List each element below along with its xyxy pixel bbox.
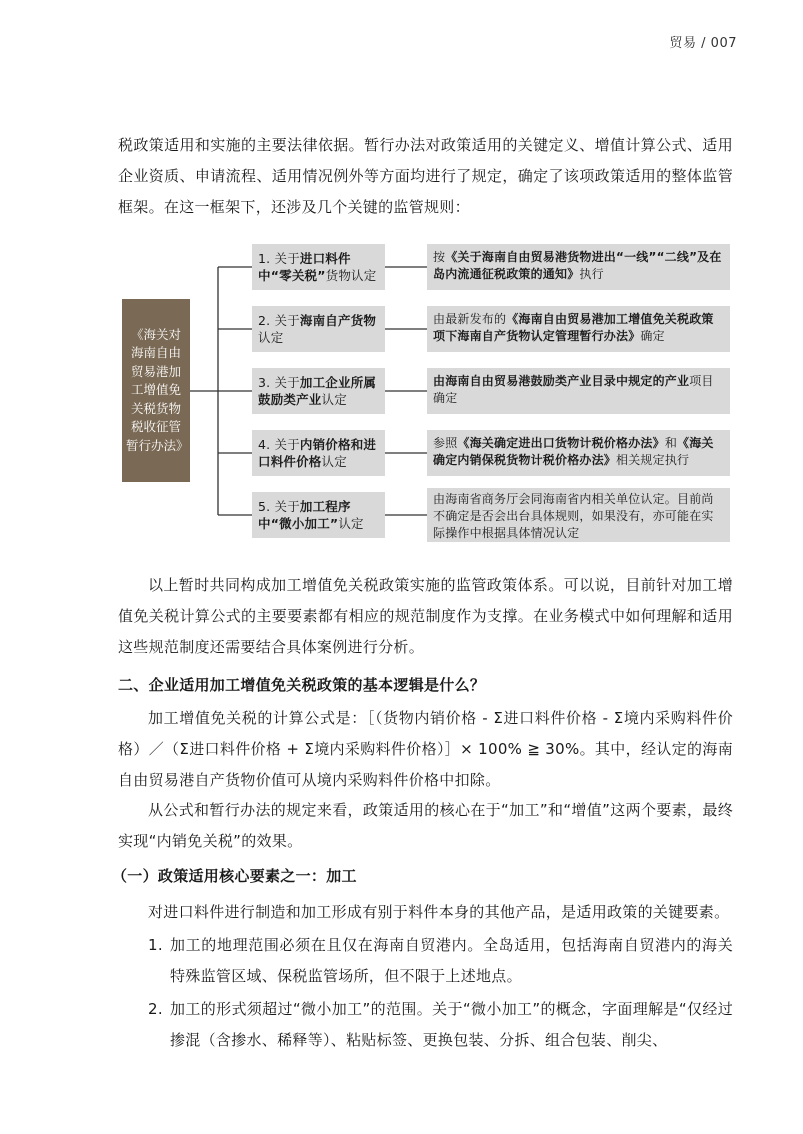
logic-paragraph: 从公式和暂行办法的规定来看，政策适用的核心在于“加工”和“增值”这两个要素，最终实现“内销免关税”的效果。 <box>118 801 733 850</box>
list-item <box>148 994 733 1056</box>
summary-paragraph: 以上暂时共同构成加工增值免关税政策实施的监管政策体系。可以说，目前针对加工增值免关税计算公式的主要要素都有相应的规范制度作为支撑。在业务模式中如何理解和适用这些规范制度还需要结合具体案例进行分析。 <box>118 576 733 656</box>
list-item <box>148 930 733 992</box>
list-number: 1. <box>148 936 163 954</box>
subheading-processing: （一）政策适用核心要素之一：加工 <box>112 867 357 885</box>
formula-paragraph: 加工增值免关税的计算公式是：［（货物内销价格 - Σ进口料件价格 - Σ境内采购料件价格）／（Σ进口料件价格 + Σ境内采购料件价格）］× 100% ≧ 30%。其中，经认定的海南自由贸易港自产货物价值可从境内采购料件价格中扣除。 <box>118 709 733 789</box>
root-regulation-box: 《海关对海南自由贸易港加工增值免关税货物税收征管暂行办法》 <box>122 299 190 482</box>
rule-item-2: 2. 关于海南自产货物认定 <box>252 306 385 352</box>
list-number: 2. <box>148 1000 163 1018</box>
page-header: 贸易 / 007 <box>669 36 737 51</box>
intro-paragraph: 税政策适用和实施的主要法律依据。暂行办法对政策适用的关键定义、增值计算公式、适用企业资质、申请流程、适用情况例外等方面均进行了规定，确定了该项政策适用的整体监管框架。在这一框架下，还涉及几个关键的监管规则： <box>118 136 733 216</box>
processing-paragraph: 对进口料件进行制造和加工形成有别于料件本身的其他产品，是适用政策的关键要素。 <box>148 903 730 921</box>
rule-item-1: 1. 关于进口料件中“零关税”货物认定 <box>252 244 385 290</box>
rule-desc-1: 按《关于海南自由贸易港货物进出“一线”“二线”及在岛内流通征税政策的通知》执行 <box>427 244 730 290</box>
list-text: 加工的形式须超过“微小加工”的范围。关于“微小加工”的概念，字面理解是“仅经过掺混（含掺水、稀释等）、粘贴标签、更换包装、分拆、组合包装、削尖、 <box>170 1000 733 1049</box>
rule-desc-2: 由最新发布的《海南自由贸易港加工增值免关税政策项下海南自产货物认定管理暂行办法》确定 <box>427 306 730 352</box>
rule-item-4: 4. 关于内销价格和进口料件价格认定 <box>252 430 385 476</box>
rule-desc-4: 参照《海关确定进出口货物计税价格办法》和《海关确定内销保税货物计税价格办法》相关规定执行 <box>427 430 730 476</box>
section-heading-2: 二、企业适用加工增值免关税政策的基本逻辑是什么？ <box>118 676 486 694</box>
rule-item-5: 5. 关于加工程序中“微小加工”认定 <box>252 492 385 538</box>
rule-item-3: 3. 关于加工企业所属鼓励类产业认定 <box>252 368 385 414</box>
rule-desc-5: 由海南省商务厅会同海南省内相关单位认定。目前尚不确定是否会出台具体规则，如果没有，亦可能在实际操作中根据具体情况认定 <box>427 488 730 542</box>
rule-desc-3: 由海南自由贸易港鼓励类产业目录中规定的产业项目确定 <box>427 368 730 414</box>
list-text: 加工的地理范围必须在且仅在海南自贸港内。全岛适用，包括海南自贸港内的海关特殊监管区域、保税监管场所，但不限于上述地点。 <box>170 936 733 985</box>
regulation-diagram <box>120 238 732 546</box>
